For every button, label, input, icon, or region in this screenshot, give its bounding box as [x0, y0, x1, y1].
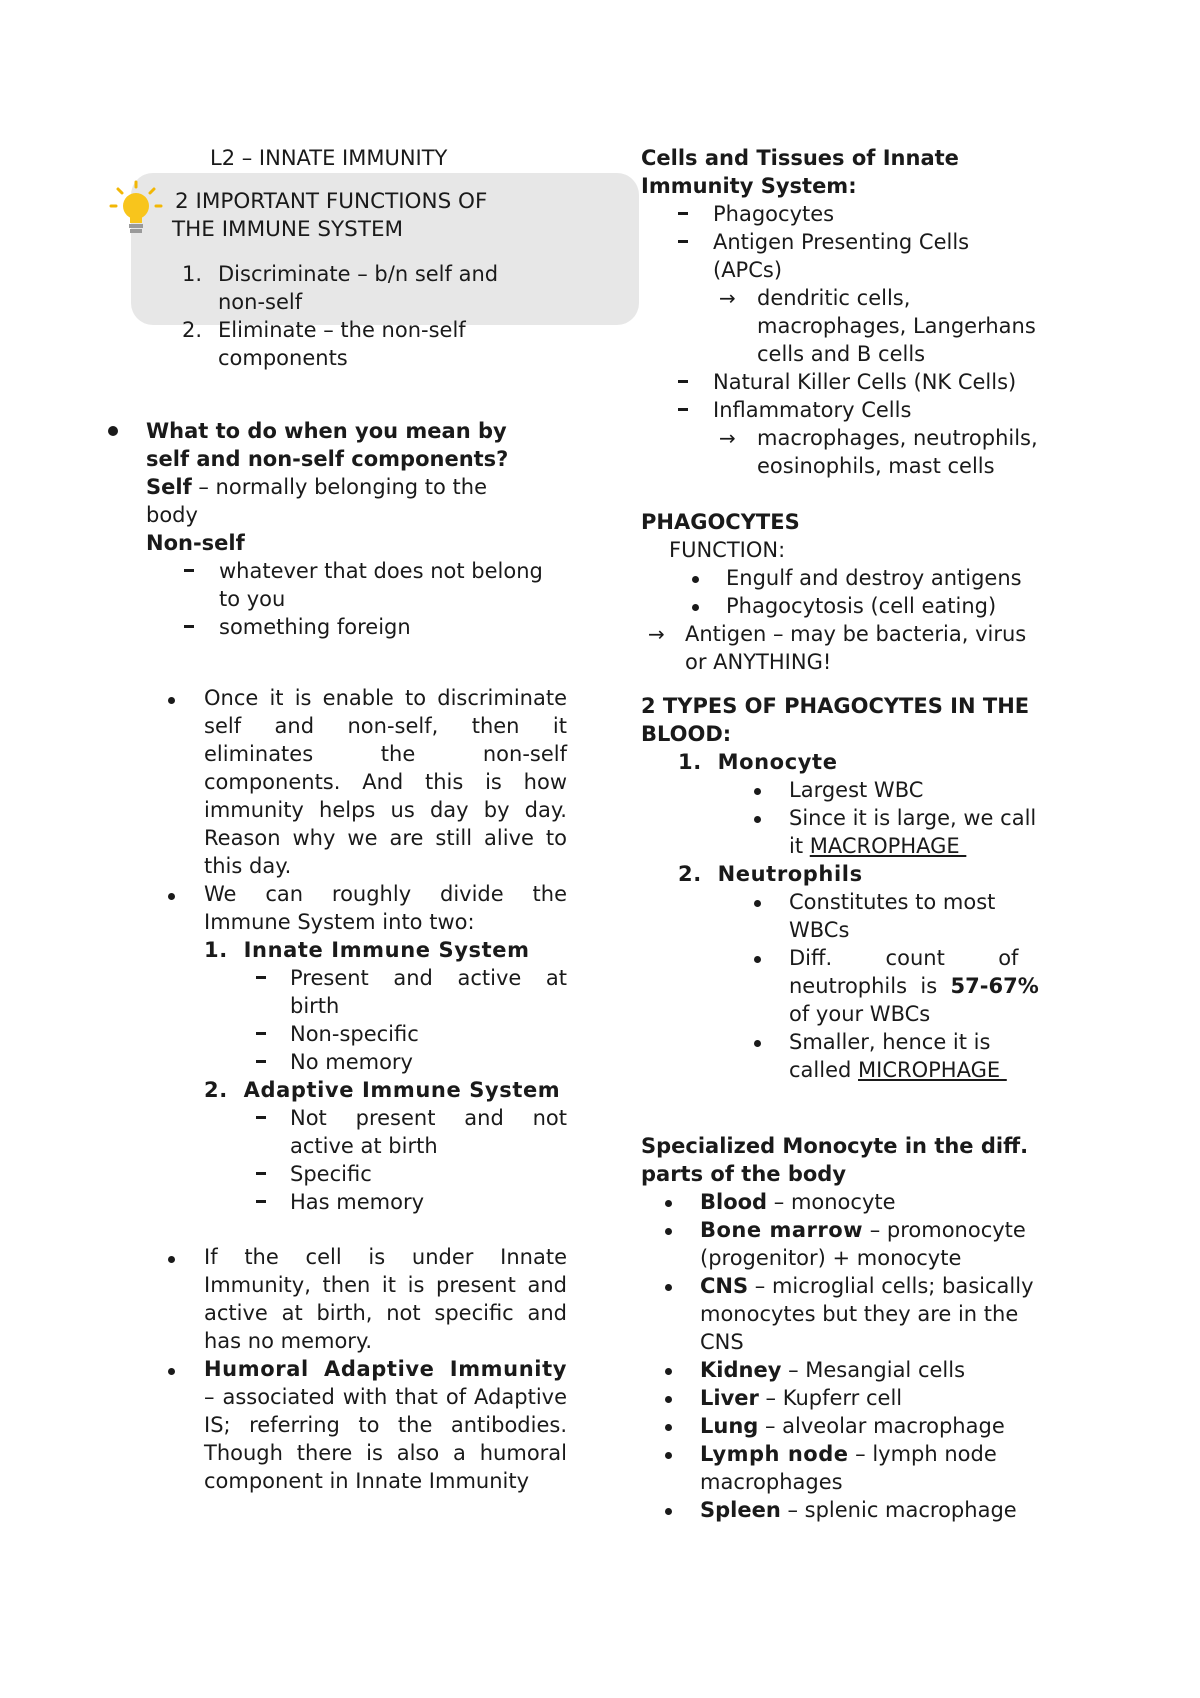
innate-item: Present and active at birth: [290, 966, 567, 1018]
bullet-icon: [754, 1040, 761, 1047]
specialized-item: Kidney – Mesangial cells: [700, 1358, 966, 1382]
bullet-icon: [168, 1368, 175, 1375]
question-heading: What to do when you mean by self and non-self components?: [146, 419, 509, 471]
bullet-icon: [665, 1508, 672, 1515]
antigen-note: Antigen – may be bacteria, virus or ANYTHING!: [685, 622, 1027, 674]
bullet-icon: [665, 1424, 672, 1431]
innate-item: Non-specific: [290, 1022, 419, 1046]
bullet-icon: [754, 956, 761, 963]
cells-item: Natural Killer Cells (NK Cells): [713, 370, 1017, 394]
adaptive-title: 2. Adaptive Immune System: [204, 1078, 561, 1102]
paragraph: Once it is enable to discriminate self and non-self, then it eliminates the non-self components. And this is how immunity helps us day by day. Reason why we are still alive to this day.: [204, 686, 567, 878]
self-definition: Self – normally belonging to the body: [146, 475, 488, 527]
monocyte-item: Since it is large, we call it MACROPHAGE: [789, 806, 1037, 858]
neutrophils-title: 2. Neutrophils: [678, 862, 863, 886]
dash-icon: [256, 1116, 266, 1119]
bullet-icon: [754, 900, 761, 907]
arrow-icon: →: [719, 286, 736, 310]
callout-list-text: Eliminate – the non-self components: [218, 318, 466, 370]
nonself-term: Non-self: [146, 531, 245, 555]
dash-icon: [184, 569, 194, 572]
cells-item: Inflammatory Cells: [713, 398, 912, 422]
bullet-icon: [692, 604, 699, 611]
dash-icon: [678, 380, 688, 383]
specialized-item: Spleen – splenic macrophage: [700, 1498, 1017, 1522]
bullet-icon: [665, 1396, 672, 1403]
bullet-icon: [665, 1368, 672, 1375]
arrow-icon: →: [648, 622, 665, 646]
dash-icon: [256, 1200, 266, 1203]
bullet-icon: [168, 697, 175, 704]
bullet-icon: [665, 1200, 672, 1207]
specialized-item: Lung – alveolar macrophage: [700, 1414, 1005, 1438]
callout-list-item: 1.: [182, 262, 203, 286]
cells-item: Antigen Presenting Cells (APCs): [713, 230, 970, 282]
nonself-item: something foreign: [219, 615, 411, 639]
dash-icon: [678, 240, 688, 243]
bullet-icon: [665, 1452, 672, 1459]
innate-item: No memory: [290, 1050, 413, 1074]
paragraph: If the cell is under Innate Immunity, then it is present and active at birth, not specific and has no memory.: [204, 1245, 567, 1353]
bullet-icon: [754, 816, 761, 823]
monocyte-item: Largest WBC: [789, 778, 924, 802]
paragraph: We can roughly divide the Immune System into two:: [204, 882, 567, 934]
function-label: FUNCTION:: [669, 538, 786, 562]
bullet-icon: [168, 893, 175, 900]
specialized-item: Lymph node – lymph node macrophages: [700, 1442, 997, 1494]
dash-icon: [678, 408, 688, 411]
bullet-icon: [108, 426, 118, 436]
cells-subitem: macrophages, neutrophils, eosinophils, mast cells: [757, 426, 1038, 478]
page-title: L2 – INNATE IMMUNITY: [210, 146, 448, 170]
cells-item: Phagocytes: [713, 202, 835, 226]
specialized-title: Specialized Monocyte in the diff. parts of the body: [641, 1134, 1029, 1186]
neutrophils-item: Smaller, hence it is called MICROPHAGE: [789, 1030, 1007, 1082]
neutrophils-item: Constitutes to most WBCs: [789, 890, 996, 942]
bullet-icon: [665, 1228, 672, 1235]
specialized-item: CNS – microglial cells; basically monocytes but they are in the CNS: [700, 1274, 1034, 1354]
bullet-icon: [665, 1284, 672, 1291]
types-title: 2 TYPES OF PHAGOCYTES IN THE BLOOD:: [641, 694, 1030, 746]
callout-heading: 2 IMPORTANT FUNCTIONS OF THE IMMUNE SYSTEM: [172, 189, 488, 242]
dash-icon: [678, 212, 688, 215]
arrow-icon: →: [719, 426, 736, 450]
adaptive-item: Specific: [290, 1162, 372, 1186]
monocyte-title: 1. Monocyte: [678, 750, 838, 774]
bullet-icon: [692, 576, 699, 583]
function-item: Engulf and destroy antigens: [726, 566, 1022, 590]
dash-icon: [184, 625, 194, 628]
phagocytes-title: PHAGOCYTES: [641, 510, 800, 534]
bullet-icon: [754, 788, 761, 795]
callout-list-item: 2.: [182, 318, 203, 342]
adaptive-item: Not present and not active at birth: [290, 1106, 567, 1158]
function-item: Phagocytosis (cell eating): [726, 594, 997, 618]
innate-title: 1. Innate Immune System: [204, 938, 530, 962]
cells-subitem: dendritic cells, macrophages, Langerhans cells and B cells: [757, 286, 1036, 366]
paragraph: Humoral Adaptive Immunity – associated with that of Adaptive IS; referring to the antibodies. Though there is also a humoral component in Innate Immunity: [204, 1357, 567, 1493]
specialized-item: Blood – monocyte: [700, 1190, 896, 1214]
dash-icon: [256, 1032, 266, 1035]
nonself-item: whatever that does not belong to you: [219, 559, 543, 611]
bullet-icon: [168, 1256, 175, 1263]
cells-title: Cells and Tissues of Innate Immunity System:: [641, 146, 959, 198]
specialized-item: Bone marrow – promonocyte (progenitor) + monocyte: [700, 1218, 1026, 1270]
neutrophils-item: Diff. count of neutrophils is 57-67% of your WBCs: [789, 946, 1039, 1026]
callout-list-text: Discriminate – b/n self and non-self: [218, 262, 499, 314]
specialized-item: Liver – Kupferr cell: [700, 1386, 903, 1410]
dash-icon: [256, 1172, 266, 1175]
dash-icon: [256, 1060, 266, 1063]
lightbulb-icon: [108, 180, 164, 238]
dash-icon: [256, 976, 266, 979]
adaptive-item: Has memory: [290, 1190, 425, 1214]
